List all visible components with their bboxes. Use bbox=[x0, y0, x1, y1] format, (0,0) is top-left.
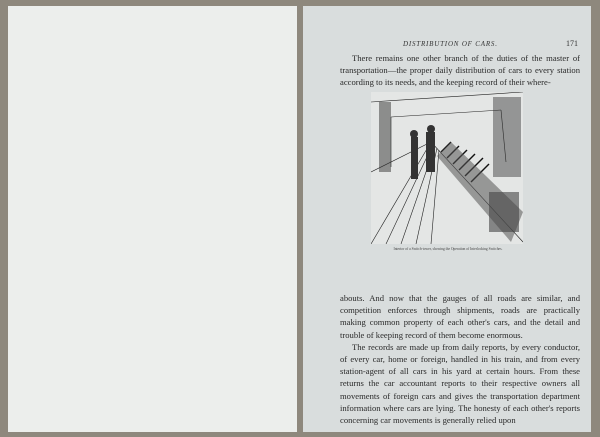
switch-tower-illustration bbox=[371, 92, 523, 244]
paragraph: The records are made up from daily reports, by every conductor, of every car, home or foreign, handled in his train, and from every station-agent of all cars in his yard at certain hours. From these returns the car accountant reports to their respective owners all movements of foreign cars and gives the transportation department information where cars are lying. The honesty of each other's reports concerning car movements is generally relied upon bbox=[340, 341, 580, 426]
text-block-bottom bbox=[340, 292, 580, 426]
right-page bbox=[303, 6, 591, 432]
text-block-top bbox=[340, 52, 580, 89]
page-number: 171 bbox=[566, 39, 578, 48]
engraving-image bbox=[371, 92, 523, 244]
figure-caption: Interior of a Switch-tower, showing the Operation of Interlocking Switches. bbox=[393, 247, 503, 251]
paragraph: There remains one other branch of the duties of the master of transportation—the proper daily distribution of cars to every station according to its needs, and the keeping record of their where- bbox=[340, 53, 580, 88]
running-head: DISTRIBUTION OF CARS. bbox=[403, 40, 498, 48]
blank-left-page bbox=[8, 6, 297, 432]
paragraph: abouts. And now that the gauges of all roads are similar, and competition enforces through shipments, roads are practically making common property of each other's cars, and the detail and trouble of keeping record of them become enormous. bbox=[340, 293, 580, 340]
